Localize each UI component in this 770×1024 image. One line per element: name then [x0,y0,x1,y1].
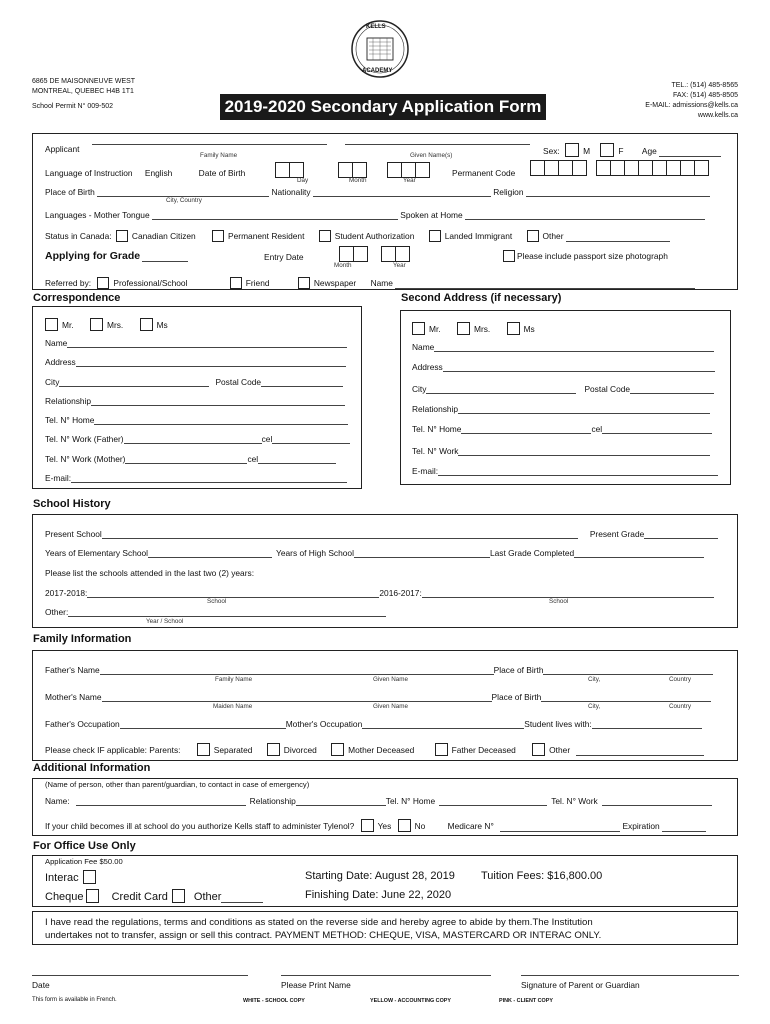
divorced-label: Divorced [283,745,317,755]
student-lives-label: Student lives with: [524,719,592,729]
father-place-label: Place of Birth [493,665,544,675]
second-address-title: Second Address (if necessary) [401,292,562,304]
contact-fax: FAX: (514) 485-8505 [673,92,738,99]
sec-mr-label: Mr. [429,324,441,334]
referred-row [45,277,695,289]
sec-name-row [412,342,714,352]
sec-address-label: Address [412,362,443,372]
mothers-name-row [45,692,711,702]
referred-friend-checkbox[interactable] [230,277,242,289]
sex-label: Sex: [543,146,560,156]
father-city-caption: City, [588,676,601,683]
present-school-field[interactable] [102,530,578,539]
corr-postal-label: Postal Code [215,377,262,387]
status-landed-checkbox[interactable] [429,230,441,242]
contact-email: E-MAIL: admissions@kells.ca [645,102,738,109]
entry-date-label: Entry Date [264,252,304,262]
passport-row [503,250,668,262]
credit-card-label: Credit Card [111,891,168,903]
date-caption: Date [32,980,50,990]
sec-postal-label: Postal Code [584,384,631,394]
years-elem-field[interactable] [148,549,272,558]
cheque-label: Cheque [45,891,84,903]
office-other-label: Other [193,891,222,903]
french-note: This form is available in French. [32,997,117,1003]
place-of-birth-row [45,187,710,197]
yellow-copy-note: YELLOW - ACCOUNTING COPY [370,998,451,1004]
medicare-label: Medicare N° [447,821,494,831]
corr-city-row [45,377,343,387]
status-other-field[interactable] [566,233,670,242]
mother-deceased-checkbox[interactable] [331,743,344,756]
contact-tel: TEL.: (514) 485-8565 [671,82,738,89]
expiration-field[interactable] [662,823,706,832]
corr-address-row [45,357,346,367]
present-grade-field[interactable] [644,530,718,539]
father-deceased-label: Father Deceased [451,745,516,755]
religion-field[interactable] [526,188,710,197]
languages-row [45,210,705,220]
father-country-caption: Country [669,676,692,683]
referred-school-checkbox[interactable] [97,277,109,289]
status-student-checkbox[interactable] [319,230,331,242]
entry-year-caption: Year [393,262,406,269]
emergency-row [45,796,712,806]
last-grade-field[interactable] [574,549,704,558]
emergency-tel-home-field[interactable] [439,797,547,806]
applicant-label: Applicant [45,144,80,154]
corr-tel-father-field[interactable] [124,435,262,444]
father-family-caption: Family Name [215,676,253,683]
corr-ms-checkbox[interactable] [140,318,153,331]
emergency-name-field[interactable] [76,797,246,806]
sec-ms-label: Ms [523,324,535,334]
sec-email-field[interactable] [438,467,718,476]
sec-email-label: E-mail: [412,466,439,476]
expiration-label: Expiration [622,821,660,831]
father-place-field[interactable] [543,666,713,675]
other-status-label: Other [549,745,571,755]
status-resident-checkbox[interactable] [212,230,224,242]
status-student-label: Student Authorization [334,231,415,241]
tylenol-yes-label: Yes [377,821,392,831]
family-name-field[interactable] [92,144,327,145]
place-of-birth-label: Place of Birth [45,187,95,197]
applying-row [45,250,188,262]
passport-checkbox[interactable] [503,250,515,262]
age-label: Age [641,146,657,156]
sec-email-row [412,466,718,476]
fathers-occ-label: Father's Occupation [45,719,120,729]
corr-relationship-label: Relationship [45,396,92,406]
dob-month-caption: Month [349,177,367,184]
additional-title: Additional Information [33,762,151,774]
occupation-row [45,719,702,729]
dob-label: Date of Birth [198,168,246,178]
referred-label: Referred by: [45,278,92,288]
religion-label: Religion [493,187,524,197]
other-school-row [45,607,386,617]
sec-name-field[interactable] [434,343,714,352]
print-name-caption: Please Print Name [281,980,351,990]
mother-country-caption: Country [669,703,692,710]
year-2017-label: 2017-2018: [45,588,88,598]
emergency-rel-label: Relationship [249,796,296,806]
sec-tel-home-row [412,424,712,434]
cheque-checkbox[interactable] [86,889,99,903]
fathers-occ-field[interactable] [120,720,286,729]
corr-name-field[interactable] [67,339,347,348]
present-school-row [45,529,718,539]
sex-f-label: F [618,146,624,156]
dob-year-caption: Year [403,177,416,184]
year-2016-label: 2016-2017: [379,588,422,598]
parent-signature-line[interactable] [521,975,739,976]
corr-tel-home-label: Tel. N° Home [45,415,95,425]
sec-ms-checkbox[interactable] [507,322,520,335]
status-label: Status in Canada: [45,231,112,241]
address-line2: MONTREAL, QUEBEC H4B 1T1 [32,88,134,95]
tuition-fees: Tuition Fees: $16,800.00 [481,870,603,882]
permanent-code-boxes[interactable] [531,160,709,178]
corr-mr-label: Mr. [62,320,74,330]
status-other-label: Other [542,231,564,241]
sec-relationship-field[interactable] [458,405,710,414]
divorced-checkbox[interactable] [267,743,280,756]
student-lives-field[interactable] [592,720,702,729]
mother-tongue-field[interactable] [152,211,398,220]
corr-cel-mother-label: cel [247,454,259,464]
sec-address-row [412,362,715,372]
entry-month-caption: Month [334,262,352,269]
years-high-field[interactable] [354,549,490,558]
corr-tel-home-field[interactable] [94,416,348,425]
sec-mrs-checkbox[interactable] [457,322,470,335]
sec-tel-work-row [412,446,710,456]
school-permit: School Permit N° 009-502 [32,103,114,110]
sec-city-field[interactable] [426,385,576,394]
status-row [45,230,670,242]
corr-mrs-label: Mrs. [106,320,124,330]
agreement-line1: I have read the regulations, terms and conditions as stated on the reverse side and hereby agree to abide by them.The Institution [45,917,593,928]
agreement-line2: undertakes not to transfer, assign or sell this contract. PAYMENT METHOD: CHEQUE, VISA, MASTERCARD OR INTERAC ONLY. [45,930,602,941]
sex-m-label: M [583,146,591,156]
corr-address-field[interactable] [76,358,346,367]
interac-row [45,870,100,884]
corr-relationship-row [45,396,345,406]
school-2017-field[interactable] [87,589,379,598]
status-citizen-checkbox[interactable] [116,230,128,242]
fathers-name-field[interactable] [100,666,494,675]
sex-m-checkbox[interactable] [565,143,579,157]
status-citizen-label: Canadian Citizen [131,231,196,241]
emergency-name-label: Name: [45,796,70,806]
other-status-checkbox[interactable] [532,743,545,756]
application-fee: Application Fee $50.00 [45,857,123,866]
corr-relationship-field[interactable] [91,397,345,406]
applying-grade-field[interactable] [142,253,188,262]
city-country-caption: City, Country [166,197,202,204]
corr-email-label: E-mail: [45,473,72,483]
mother-place-field[interactable] [541,693,711,702]
tylenol-prompt: If your child becomes ill at school do you authorize Kells staff to administer Tylenol? [45,821,355,831]
english-label: English [144,168,173,178]
starting-date: Starting Date: August 28, 2019 [305,870,455,882]
credit-card-checkbox[interactable] [172,889,185,903]
logo-text-bottom: ACADEMY [362,68,393,74]
status-resident-label: Permanent Resident [228,231,305,241]
interac-label: Interac [45,872,79,884]
referred-name-label: Name [370,278,393,288]
white-copy-note: WHITE - SCHOOL COPY [243,998,305,1004]
other-school-field[interactable] [68,608,386,617]
referred-newspaper-label: Newspaper [313,278,357,288]
sex-row [543,143,721,157]
contact-web: www.kells.ca [697,112,738,119]
corr-email-field[interactable] [71,474,347,483]
mother-deceased-label: Mother Deceased [348,745,415,755]
applicant-row [45,144,79,154]
sec-city-label: City [412,384,427,394]
passport-label: Please include passport size photograph [517,251,668,261]
date-signature-line[interactable] [32,975,248,976]
corr-tel-home-row [45,415,348,425]
print-name-line[interactable] [281,975,491,976]
separated-label: Separated [213,745,253,755]
given-names-caption: Given Name(s) [410,152,453,159]
family-name-caption: Family Name [200,152,238,159]
other-status-field[interactable] [576,747,704,756]
corr-address-label: Address [45,357,76,367]
sec-tel-work-field[interactable] [458,447,710,456]
tylenol-yes-checkbox[interactable] [361,819,374,832]
years-high-label: Years of High School [276,548,354,558]
school-caption-1: School [207,598,227,605]
sec-tel-home-label: Tel. N° Home [412,424,462,434]
sec-cel-label: cel [591,424,603,434]
sec-postal-field[interactable] [630,385,714,394]
corr-name-row [45,338,347,348]
corr-mr-checkbox[interactable] [45,318,58,331]
corr-mrs-checkbox[interactable] [90,318,103,331]
tylenol-no-label: No [414,821,426,831]
years-row [45,548,704,558]
address-line1: 6865 DE MAISONNEUVE WEST [32,78,136,85]
family-title: Family Information [33,633,132,645]
referred-school-label: Professional/School [113,278,188,288]
years-elem-label: Years of Elementary School [45,548,149,558]
referred-newspaper-checkbox[interactable] [298,277,310,289]
sec-mr-checkbox[interactable] [412,322,425,335]
corr-ms-label: Ms [156,320,168,330]
logo-text-top: KELLS [366,24,386,30]
corr-cel-father-label: cel [261,434,273,444]
sec-tel-home-field[interactable] [461,425,591,434]
present-school-label: Present School [45,529,102,539]
corr-postal-field[interactable] [261,378,343,387]
office-other-field[interactable] [221,892,263,903]
other-school-label: Other: [45,607,69,617]
father-given-caption: Given Name [373,676,408,683]
sec-tel-work-label: Tel. N° Work [412,446,459,456]
emergency-tel-home-label: Tel. N° Home [385,796,436,806]
corr-email-row [45,473,347,483]
check-prompt-label: Please check IF applicable: Parents: [45,745,181,755]
spoken-at-home-field[interactable] [465,211,705,220]
age-field[interactable] [659,148,721,157]
mothers-name-label: Mother's Name [45,692,102,702]
school-2016-field[interactable] [422,589,714,598]
referred-name-field[interactable] [395,280,695,289]
mother-maiden-caption: Maiden Name [213,703,253,710]
nationality-field[interactable] [313,188,491,197]
corr-tel-father-label: Tel. N° Work (Father) [45,434,124,444]
corr-tel-mother-label: Tel. N° Work (Mother) [45,454,126,464]
emergency-tel-work-label: Tel. N° Work [551,796,598,806]
sex-f-checkbox[interactable] [600,143,614,157]
sec-relationship-row [412,404,710,414]
mother-city-caption: City, [588,703,601,710]
corr-cel-mother-field[interactable] [258,455,336,464]
separated-checkbox[interactable] [197,743,210,756]
referred-friend-label: Friend [245,278,270,288]
school-caption-2: School [549,598,569,605]
mother-tongue-label: Languages - Mother Tongue [45,210,150,220]
place-of-birth-field[interactable] [97,188,269,197]
emergency-rel-field[interactable] [296,797,386,806]
sec-relationship-label: Relationship [412,404,459,414]
fathers-name-label: Father's Name [45,665,100,675]
medicare-field[interactable] [500,823,620,832]
corr-title-row [45,318,168,331]
tylenol-row [45,819,706,832]
dob-day-caption: Day [297,177,309,184]
present-grade-label: Present Grade [589,529,645,539]
tylenol-no-checkbox[interactable] [398,819,411,832]
emergency-caption: (Name of person, other than parent/guardian, to contact in case of emergency) [45,780,310,789]
corr-city-label: City [45,377,60,387]
interac-checkbox[interactable] [83,870,96,884]
status-other-checkbox[interactable] [527,230,539,242]
fathers-name-row [45,665,713,675]
parents-status-row [45,743,704,756]
given-name-field[interactable] [345,144,530,145]
corr-name-label: Name [45,338,68,348]
second-address-section [400,310,731,485]
language-label: Language of Instruction [45,168,133,178]
emergency-tel-work-field[interactable] [602,797,712,806]
corr-tel-mother-row [45,454,336,464]
sec-cel-field[interactable] [602,425,712,434]
mother-place-label: Place of Birth [491,692,542,702]
form-title: 2019-2020 Secondary Application Form [220,94,546,120]
mothers-name-field[interactable] [102,693,492,702]
father-deceased-checkbox[interactable] [435,743,448,756]
office-title: For Office Use Only [33,840,136,852]
sec-address-field[interactable] [443,363,715,372]
schools-row [45,588,714,598]
pink-copy-note: PINK - CLIENT COPY [499,998,553,1004]
corr-city-field[interactable] [59,378,209,387]
mother-given-caption: Given Name [373,703,408,710]
permanent-code-label: Permanent Code [452,168,516,178]
mothers-occ-label: Mother's Occupation [285,719,363,729]
mothers-occ-field[interactable] [362,720,524,729]
sec-name-label: Name [412,342,435,352]
year-school-caption: Year / School [146,618,184,625]
spoken-at-home-label: Spoken at Home [400,210,463,220]
sec-title-row [412,322,535,335]
payment-row [45,889,263,903]
sec-city-row [412,384,714,394]
nationality-label: Nationality [271,187,311,197]
language-row [45,168,245,178]
signature-caption: Signature of Parent or Guardian [521,980,640,990]
school-history-title: School History [33,498,111,510]
list-prompt: Please list the schools attended in the last two (2) years: [45,568,255,578]
last-grade-label: Last Grade Completed [489,548,575,558]
corr-cel-father-field[interactable] [272,435,350,444]
sec-mrs-label: Mrs. [473,324,491,334]
corr-tel-mother-field[interactable] [125,455,247,464]
correspondence-title: Correspondence [33,292,121,304]
status-landed-label: Landed Immigrant [444,231,513,241]
finishing-date: Finishing Date: June 22, 2020 [305,889,452,901]
corr-tel-father-row [45,434,350,444]
applying-grade-label: Applying for Grade [45,250,141,262]
